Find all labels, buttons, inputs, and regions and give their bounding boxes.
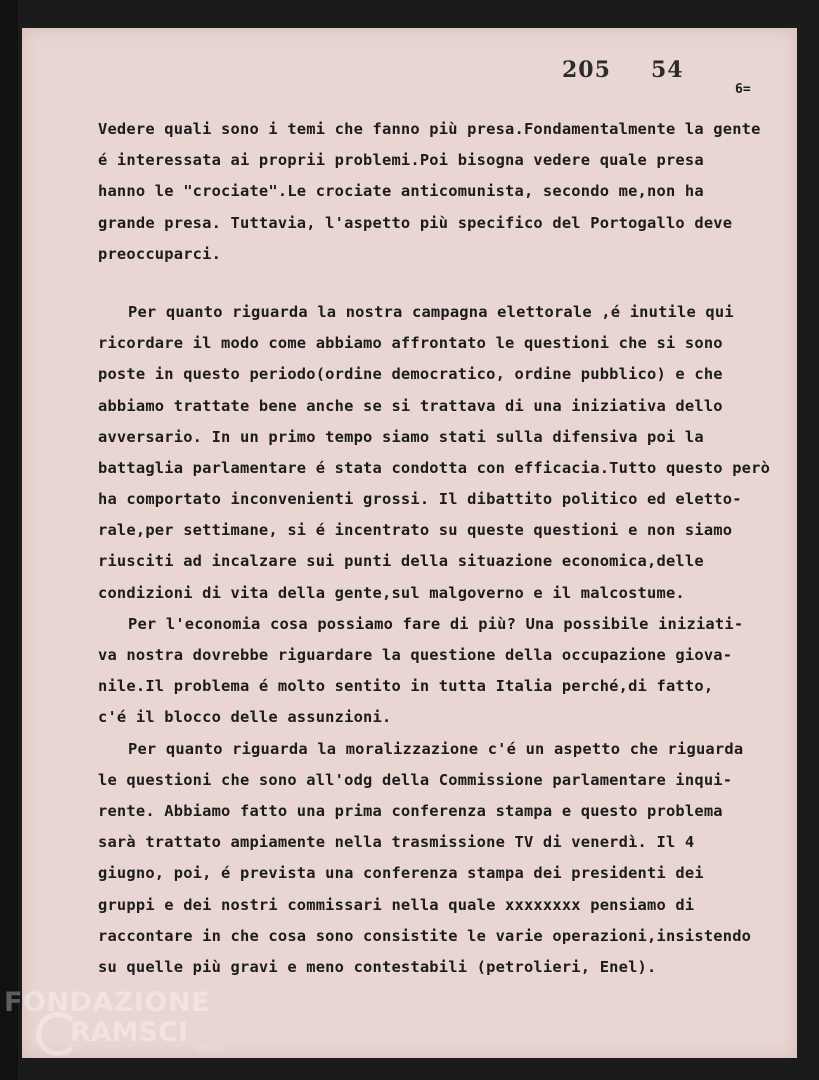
text-line: sarà trattato ampiamente nella trasmissione TV di venerdì. Il 4: [98, 833, 695, 852]
fondazione-gramsci-watermark: [4, 988, 223, 1064]
text-line: rale,per settimane, si é incentrato su queste questioni e non siamo: [98, 521, 733, 540]
text-line: c'é il blocco delle assunzioni.: [98, 708, 392, 727]
text-line: Per l'economia cosa possiamo fare di più? Una possibile iniziati-: [128, 614, 744, 633]
text-line: hanno le "crociate".Le crociate anticomunista, secondo me,non ha: [98, 182, 704, 201]
paragraph-gap: [98, 270, 798, 297]
text-line: ha comportato inconvenienti grossi. Il dibattito politico ed eletto-: [98, 490, 742, 509]
text-line: Vedere quali sono i temi che fanno più presa.Fondamentalmente la gente: [98, 120, 761, 138]
text-line: giugno, poi, é prevista una conferenza stampa dei presidenti dei: [98, 864, 704, 883]
text-line: é interessata ai proprii problemi.Poi bisogna vedere quale presa: [98, 151, 704, 170]
text-line: Per quanto riguarda la nostra campagna elettorale ,é inutile qui: [128, 302, 734, 321]
watermark-g-logo-icon: [36, 1012, 80, 1056]
text-line: nile.Il problema é molto sentito in tutta Italia perché,di fatto,: [98, 677, 714, 696]
text-line: rente. Abbiamo fatto una prima conferenza stampa e questo problema: [98, 801, 723, 820]
text-line: poste in questo periodo(ordine democratico, ordine pubblico) e che: [98, 365, 723, 384]
text-line: preoccuparci.: [98, 244, 222, 263]
text-line: su quelle più gravi e meno contestabili (petrolieri, Enel).: [98, 957, 657, 976]
archive-page-number: 205: [562, 57, 611, 83]
document-page-number: 54: [650, 57, 684, 83]
text-line: abbiamo trattate bene anche se si trattava di una iniziativa dello: [98, 396, 723, 415]
text-line: va nostra dovrebbe riguardare la questione della occupazione giova-: [98, 646, 733, 664]
text-line: battaglia parlamentare é stata condotta con efficacia.Tutto questo però: [98, 458, 771, 477]
text-line: riusciti ad incalzare sui punti della situazione economica,delle: [98, 552, 704, 571]
text-line: raccontare in che cosa sono consistite le varie operazioni,insistendo: [98, 926, 752, 945]
sheet-marker: 6=: [735, 82, 751, 97]
page-numbers: [562, 57, 684, 83]
watermark-line1: FONDAZIONE: [4, 987, 210, 1018]
text-line: ricordare il modo come abbiamo affrontato le questioni che si sono: [98, 334, 723, 353]
text-line: grande presa. Tuttavia, l'aspetto più specifico del Portogallo deve: [98, 213, 733, 232]
scan-edge: [0, 0, 18, 1080]
text-line: gruppi e dei nostri commissari nella quale xxxxxxxx pensiamo di: [98, 895, 695, 914]
watermark-onlus: onlus: [195, 1043, 223, 1054]
text-line: avversario. In un primo tempo siamo stati sulla difensiva poi la: [98, 427, 704, 446]
watermark-line2: RAMSCI: [70, 1017, 188, 1048]
text-line: le questioni che sono all'odg della Commissione parlamentare inqui-: [98, 770, 733, 789]
text-line: Per quanto riguarda la moralizzazione c'é un aspetto che riguarda: [128, 739, 744, 758]
text-line: condizioni di vita della gente,sul malgoverno e il malcostume.: [98, 583, 685, 602]
typewritten-body: [98, 114, 798, 983]
